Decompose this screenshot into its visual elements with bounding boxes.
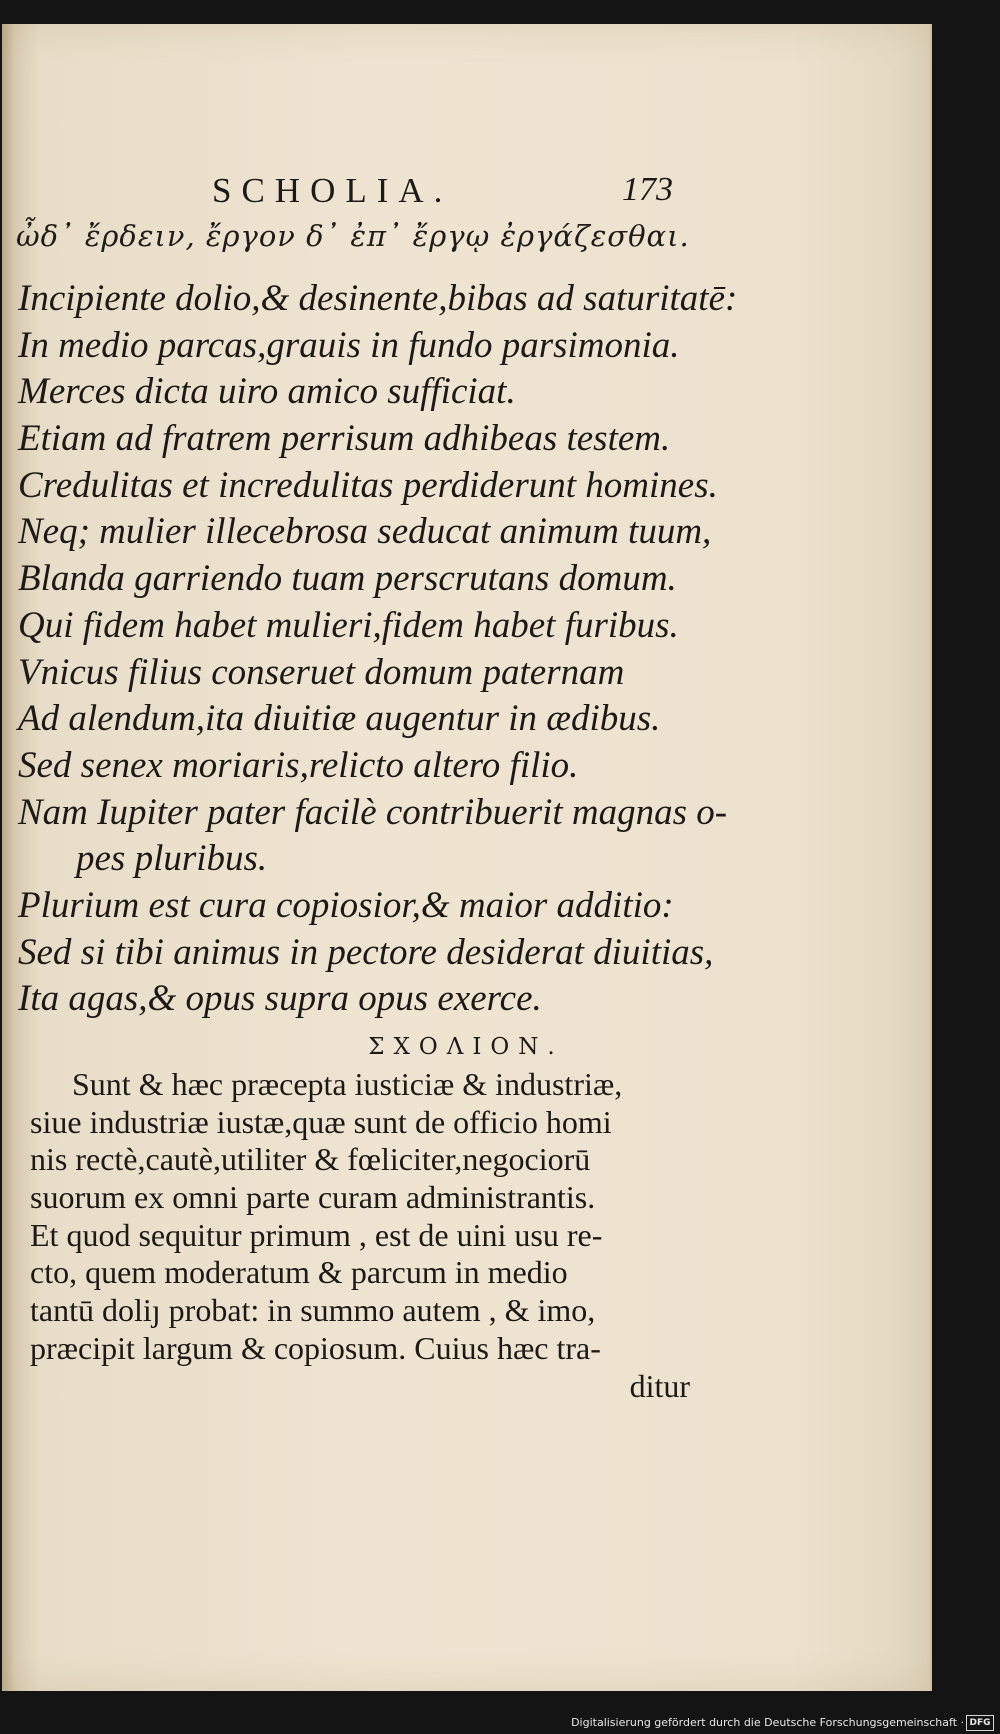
latin-verse-block [18,276,918,1023]
running-head [2,149,930,209]
running-head-title: SCHOLIA. [212,171,453,210]
verse-line: Incipiente dolio,& desinente,bibas ad saturitatē: [18,278,738,319]
verse-line: Qui fidem habet mulieri,fidem habet furibus. [18,604,679,646]
commentary-line: cto, quem moderatum & parcum in medio [30,1254,568,1291]
verse-line: Ita agas,& opus supra opus exerce. [18,978,542,1020]
verse-line: Blanda garriendo tuam perscrutans domum. [18,558,677,600]
commentary-line: suorum ex omni parte curam administrantis. [30,1179,596,1216]
commentary-line: siue industriæ iustæ,quæ sunt de officio homi [30,1103,612,1140]
dfg-logo: DFG [966,1715,994,1731]
commentary-block [30,1066,690,1405]
verse-line: Sed si tibi animus in pectore desiderat diuitias, [18,931,714,973]
verse-line: Nam Iupiter pater facilè contribuerit magnas o- [18,791,728,833]
verse-line: Merces dicta uiro amico sufficiat. [18,371,516,413]
commentary-line: Sunt & hæc præcepta iusticiæ & industriæ, [72,1066,623,1102]
verse-line-continuation: pes pluribus. [76,838,268,880]
verse-line: Etiam ad fratrem perrisum adhibeas testem. [18,418,671,460]
page-gutter-shadow [2,24,14,1691]
scholion-heading: ΣΧΟΛΙΟΝ. [368,1034,564,1060]
book-page [2,24,932,1691]
verse-line: In medio parcas,grauis in fundo parsimonia. [18,324,680,366]
commentary-line: tantū doliȷ probat: in summo autem , & imo, [30,1292,596,1329]
verse-line: Vnicus filius conseruet domum paternam [18,651,625,693]
verse-line: Plurium est cura copiosior,& maior additio: [18,884,674,926]
verse-line: Ad alendum,ita diuitiæ augentur in ædibus. [18,698,661,740]
digitization-footer [0,1712,1000,1734]
verse-line: Sed senex moriaris,relicto altero filio. [18,744,579,786]
footer-credit-text: Digitalisierung gefördert durch die Deutsche Forschungsgemeinschaft · [571,1716,964,1729]
commentary-line: nis rectè,cautè,utiliter & fœliciter,negociorū [30,1141,591,1178]
commentary-line: præcipit largum & copiosum. Cuius hæc tra- [30,1329,601,1366]
greek-verse-line: ὦδ᾽ ἔρδειν, ἔργον δ᾽ ἐπ᾽ ἔργῳ ἐργάζεσθαι. [16,219,690,253]
catchword: ditur [629,1367,690,1404]
verse-line: Neq; mulier illecebrosa seducat animum tuum, [18,511,712,553]
commentary-line: Et quod sequitur primum , est de uini usu re- [30,1216,603,1253]
verse-line: Credulitas et incredulitas perdiderunt homines. [18,464,718,506]
page-number: 173 [622,171,673,208]
